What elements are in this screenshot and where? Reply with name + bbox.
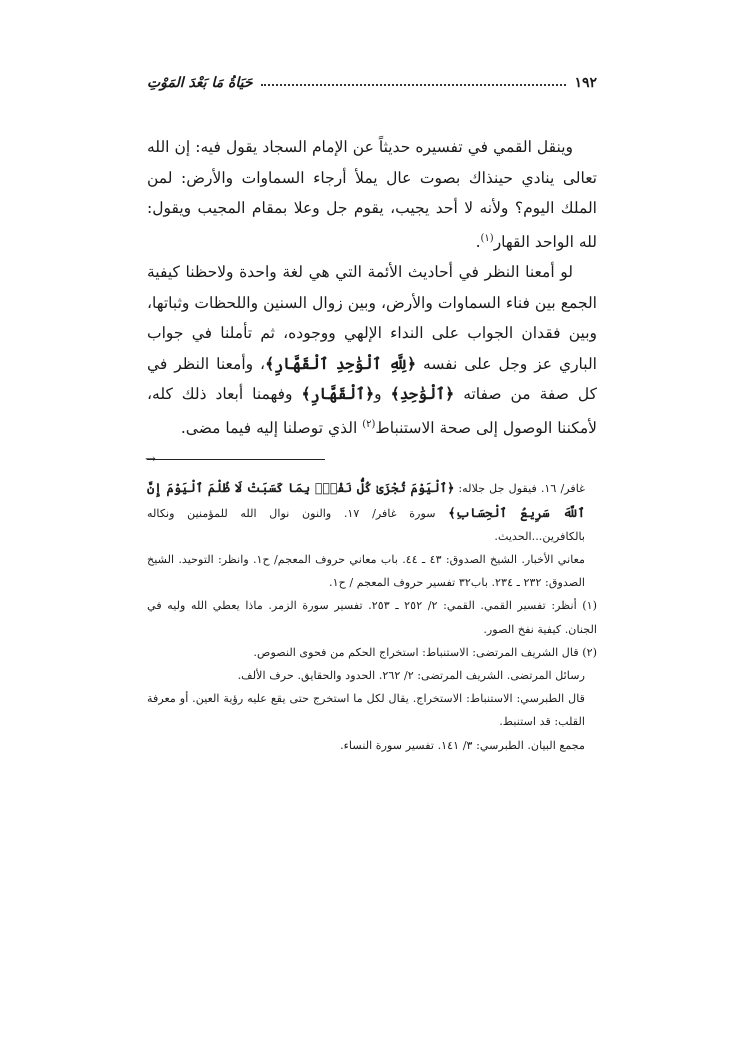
footnote-1: (١) أنظر: تفسير القمي. القمي: ٢/ ٢٥٢ ـ ٢٥٣. تفسير سورة الزمر. ماذا يعطي الله وليه في الجنان. كيفية نفخ الصور.: [147, 599, 597, 636]
footnote-continued-b: سورة غافر/ ١٧. والنون نوال الله للمؤمنين ونكاله بالكافرين...الحديث.: [147, 506, 585, 543]
continuation-arrow-icon: →: [145, 452, 156, 468]
paragraph-2-text-e: الذي توصلنا إليه فيما مضى.: [180, 418, 358, 437]
footnote-separator: [145, 452, 325, 470]
footnote-2: (٢) قال الشريف المرتضى: الاستنباط: استخراج الحكم من فحوى النصوص.: [253, 645, 597, 659]
footnote-2-source-b: مجمع البيان. الطبرسي: ٣/ ١٤١. تفسير سورة النساء.: [340, 738, 585, 752]
quran-verse-3: ﴿ٱلْقَهَّارِ﴾: [301, 384, 375, 404]
paragraph-1-text: وينقل القمي في تفسيره حديثاً عن الإمام السجاد يقول فيه: إن الله تعالى ينادي حينذاك بصوت عال يملأ أرجاء السماوات والأرض: لمن الملك اليوم؟ ولأنه لا أحد يجيب، يقوم جل وعلا بمقام المجيب ويقول: لله الواحد القهار: [147, 138, 597, 251]
paragraph-2-text-d: وفهمنا أبعاد ذلك كله، لأمكننا الوصول إلى صحة الاستنباط: [147, 385, 597, 437]
header-dotted-leader: [261, 84, 567, 86]
footnote-2-quote: قال الطبرسي: الاستنباط: الاستخراج. يقال لكل ما استخرج حتى يقع عليه رؤية العين. أو معرفة القلب: قد استنبط.: [147, 692, 585, 729]
footnote-ref-2[interactable]: (٢): [362, 418, 376, 430]
paragraph-2-text-b: ، وأمعنا النظر في كل صفة من صفاته: [147, 354, 597, 404]
quran-verse-2: ﴿ٱلْوَٰحِدِ﴾: [390, 384, 455, 404]
quran-verse-1: ﴿لِلَّهِ ٱلْوَٰحِدِ ٱلْقَهَّارِ﴾: [265, 353, 417, 373]
main-text: [147, 132, 597, 443]
page-number: ١٩٢: [574, 75, 597, 91]
footnote-continued-source: معاني الأخبار. الشيخ الصدوق: ٤٣ ـ ٤٤. باب معاني حروف المعجم/ ح١. وانظر: التوحيد. الشيخ الصدوق: ٢٣٢ ـ ٢٣٤. باب٣٢ تفسير حروف المعجم / ح١.: [147, 552, 585, 590]
paragraph-2-text-a: لو أمعنا النظر في أحاديث الأئمة التي هي لغة واحدة ولاحظنا كيفية الجمع بين فناء السماوات والأرض، وبين زوال السنين واللحظات وثباتها، وبين فقدان الجواب على النداء الإلهي ووجوده، ثم تأملنا في جواب الباري عز وجل على نفسه: [147, 263, 597, 373]
footnote-quran-verse: ﴿ٱلْيَوْمَ تُجْزَىٰ كُلُّ نَفْسٍۭ بِمَا كَسَبَتْ لَا ظُلْمَ ٱلْيَوْمَ إِنَّ ٱللَّهَ سَرِيعُ ٱلْحِسَابِ﴾: [147, 480, 585, 520]
book-page: [147, 70, 597, 757]
running-header: [147, 70, 597, 96]
footnote-2-source-a: رسائل المرتضى. الشريف المرتضى: ٢/ ٢٦٢. الحدود والحقايق. حرف الألف.: [237, 668, 585, 682]
paragraph-1: [147, 132, 597, 257]
footnote-continued-a: غافر/ ١٦. فيقول جل جلاله:: [458, 482, 586, 496]
footnote-continued: [147, 476, 597, 548]
book-title: حَيَاةُ مَا بَعْدَ المَوْتِ: [147, 75, 253, 91]
paragraph-1-end: .: [475, 232, 481, 251]
paragraph-2-text-c: و: [374, 385, 382, 404]
paragraph-2: [147, 257, 597, 443]
footnotes: [147, 476, 597, 756]
footnote-ref-1[interactable]: (١): [480, 232, 494, 244]
